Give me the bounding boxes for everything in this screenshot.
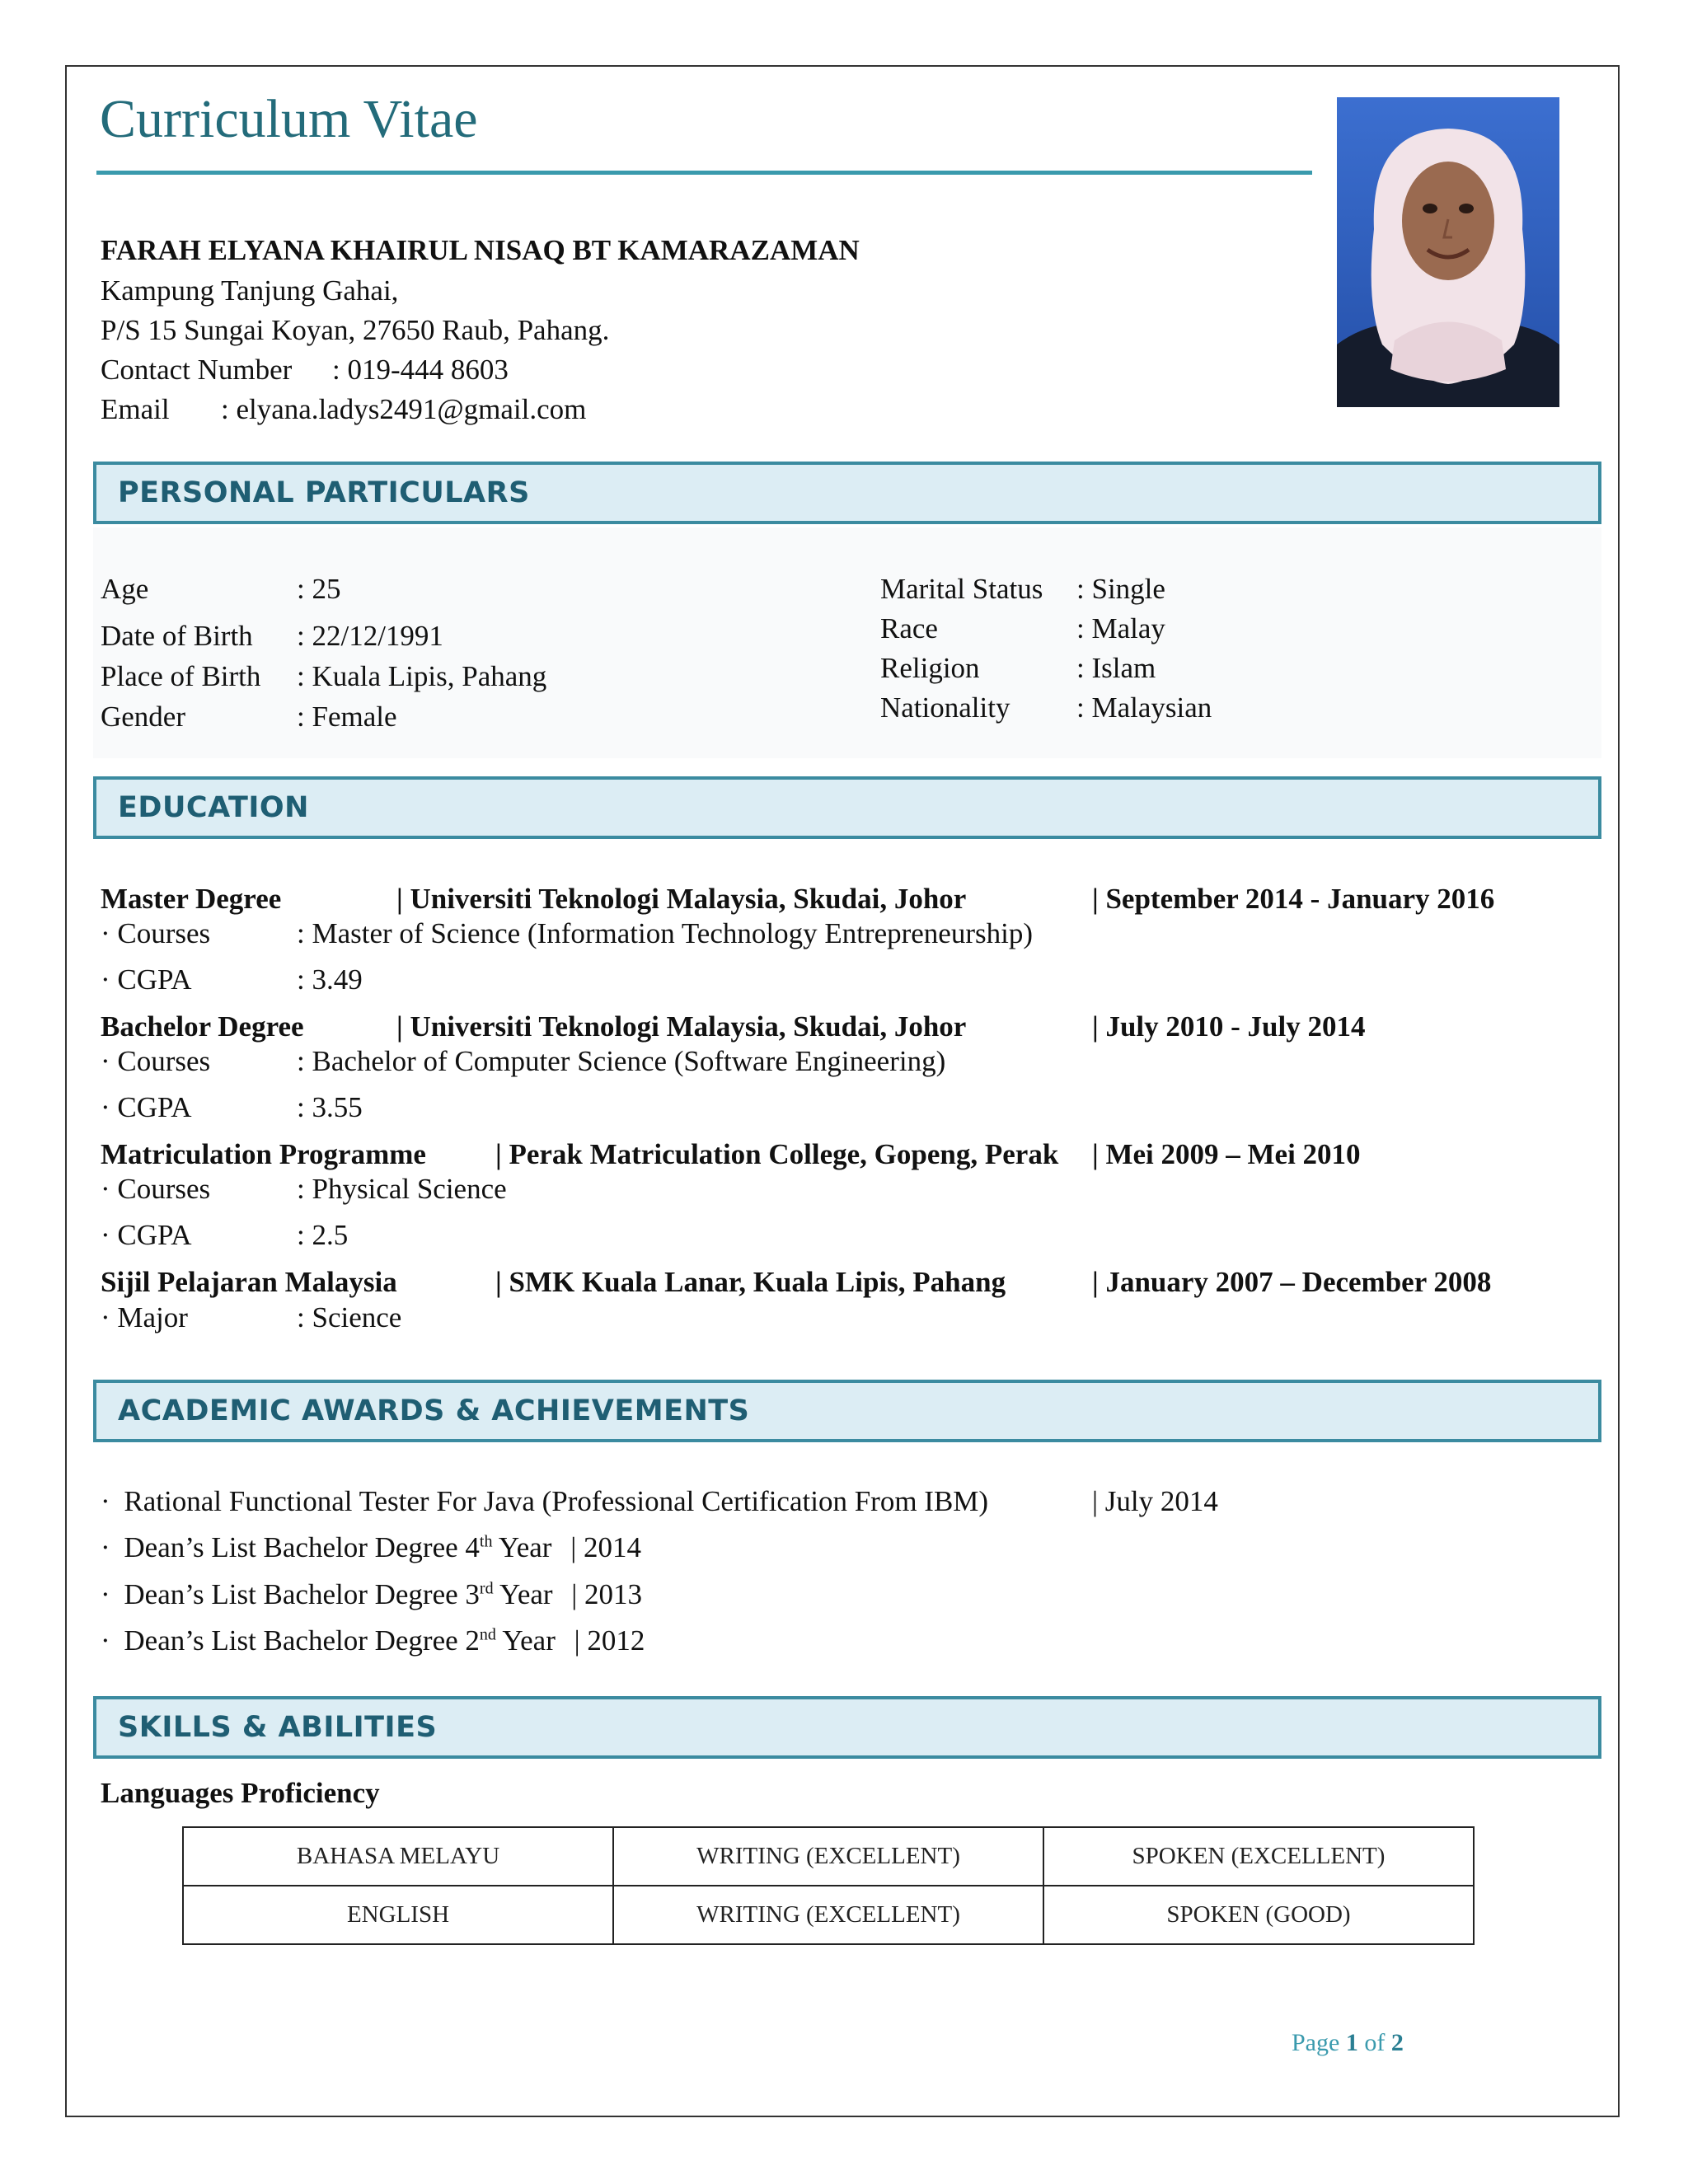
section-title: PERSONAL PARTICULARS (118, 476, 530, 509)
personal-value-gender: : Female (297, 701, 397, 733)
award-date: | 2012 (574, 1624, 645, 1657)
education-detail-label: · CGPA (101, 1219, 192, 1251)
ordinal-suffix: th (479, 1532, 493, 1551)
award-date: | July 2014 (1092, 1485, 1218, 1517)
education-detail-value: : Master of Science (Information Technology Entrepreneurship) (297, 917, 1033, 949)
table-row (183, 1886, 1474, 1944)
education-institution: | SMK Kuala Lanar, Kuala Lipis, Pahang (495, 1266, 1006, 1298)
languages-table (182, 1826, 1475, 1945)
page-number (1292, 2029, 1404, 2057)
education-institution: | Universiti Teknologi Malaysia, Skudai, Johor (396, 1010, 967, 1043)
education-detail-value: : 3.49 (297, 963, 363, 996)
page-word: Page (1292, 2029, 1340, 2056)
section-title: SKILLS & ABILITIES (118, 1711, 438, 1744)
personal-value-race: : Malay (1076, 612, 1165, 644)
bullet: · (101, 1485, 110, 1517)
education-detail-label: · CGPA (101, 963, 192, 996)
portrait-image (1337, 97, 1559, 407)
award-text: Rational Functional Tester For Java (Professional Certification From IBM) (124, 1485, 989, 1517)
personal-label-gender: Gender (101, 701, 186, 733)
section-header-skills (93, 1696, 1601, 1759)
education-period: | Mei 2009 – Mei 2010 (1092, 1138, 1361, 1170)
page-total: 2 (1390, 2029, 1404, 2056)
education-level: Matriculation Programme (101, 1138, 426, 1170)
profile-photo (1337, 97, 1559, 407)
title-underline (96, 171, 1312, 175)
page-of: of (1364, 2029, 1386, 2056)
section-header-personal (93, 462, 1601, 524)
personal-value-nationality: : Malaysian (1076, 691, 1212, 724)
ordinal-suffix: rd (479, 1579, 494, 1598)
personal-value-religion: : Islam (1076, 652, 1156, 684)
award-text-end: Year (492, 1531, 552, 1563)
contact-label: Contact Number (101, 354, 293, 386)
address-line-2: P/S 15 Sungai Koyan, 27650 Raub, Pahang. (101, 314, 610, 346)
personal-label-pob: Place of Birth (101, 660, 261, 692)
table-cell: SPOKEN (GOOD) (1043, 1886, 1474, 1944)
education-level: Sijil Pelajaran Malaysia (101, 1266, 397, 1298)
section-title: EDUCATION (118, 791, 309, 824)
ordinal-suffix: nd (479, 1625, 496, 1644)
education-detail-label: · CGPA (101, 1091, 192, 1123)
personal-label-religion: Religion (880, 652, 980, 684)
award-text: Dean’s List Bachelor Degree 3 (124, 1578, 480, 1610)
education-detail-label: · Courses (101, 1045, 211, 1077)
education-period: | July 2010 - July 2014 (1092, 1010, 1366, 1043)
email-value: : elyana.ladys2491@gmail.com (221, 393, 587, 425)
personal-label-dob: Date of Birth (101, 620, 253, 652)
table-cell: ENGLISH (183, 1886, 613, 1944)
education-detail-value: : Physical Science (297, 1173, 507, 1205)
candidate-name: FARAH ELYANA KHAIRUL NISAQ BT KAMARAZAMAN (101, 234, 860, 266)
page-title: Curriculum Vitae (100, 89, 478, 149)
contact-value: : 019-444 8603 (332, 354, 509, 386)
education-detail-label: · Courses (101, 917, 211, 949)
personal-label-nationality: Nationality (880, 691, 1010, 724)
personal-value-marital: : Single (1076, 573, 1165, 605)
award-date: | 2014 (570, 1531, 641, 1563)
award-item (101, 1580, 642, 1609)
page-current: 1 (1345, 2029, 1358, 2056)
personal-label-age: Age (101, 573, 149, 605)
education-level: Master Degree (101, 883, 282, 915)
bullet: · (101, 1531, 110, 1563)
table-cell: WRITING (EXCELLENT) (613, 1886, 1043, 1944)
award-text: Dean’s List Bachelor Degree 4 (124, 1531, 480, 1563)
award-item (101, 1533, 641, 1562)
education-period: | January 2007 – December 2008 (1092, 1266, 1492, 1298)
table-cell: WRITING (EXCELLENT) (613, 1827, 1043, 1886)
personal-value-dob: : 22/12/1991 (297, 620, 443, 652)
address-line-1: Kampung Tanjung Gahai, (101, 274, 399, 307)
education-detail-label: · Courses (101, 1173, 211, 1205)
personal-label-marital: Marital Status (880, 573, 1043, 605)
languages-heading: Languages Proficiency (101, 1777, 380, 1809)
education-detail-value: : Science (297, 1301, 402, 1333)
personal-value-age: : 25 (297, 573, 341, 605)
personal-value-pob: : Kuala Lipis, Pahang (297, 660, 547, 692)
education-detail-value: : Bachelor of Computer Science (Software Engineering) (297, 1045, 946, 1077)
education-level: Bachelor Degree (101, 1010, 304, 1043)
email-label: Email (101, 393, 170, 425)
award-item (101, 1626, 645, 1655)
section-header-education (93, 776, 1601, 839)
table-cell: SPOKEN (EXCELLENT) (1043, 1827, 1474, 1886)
section-header-awards (93, 1380, 1601, 1442)
award-text-end: Year (493, 1578, 553, 1610)
award-text: Dean’s List Bachelor Degree 2 (124, 1624, 480, 1657)
award-item (101, 1487, 988, 1516)
education-detail-value: : 2.5 (297, 1219, 349, 1251)
education-detail-value: : 3.55 (297, 1091, 363, 1123)
award-date: | 2013 (571, 1578, 643, 1610)
award-text-end: Year (495, 1624, 556, 1657)
education-institution: | Perak Matriculation College, Gopeng, Perak (495, 1138, 1059, 1170)
education-period: | September 2014 - January 2016 (1092, 883, 1495, 915)
table-row (183, 1827, 1474, 1886)
education-institution: | Universiti Teknologi Malaysia, Skudai, Johor (396, 883, 967, 915)
bullet: · (101, 1624, 110, 1657)
personal-label-race: Race (880, 612, 938, 644)
section-title: ACADEMIC AWARDS & ACHIEVEMENTS (118, 1394, 750, 1427)
bullet: · (101, 1578, 110, 1610)
table-cell: BAHASA MELAYU (183, 1827, 613, 1886)
education-detail-label: · Major (101, 1301, 188, 1333)
